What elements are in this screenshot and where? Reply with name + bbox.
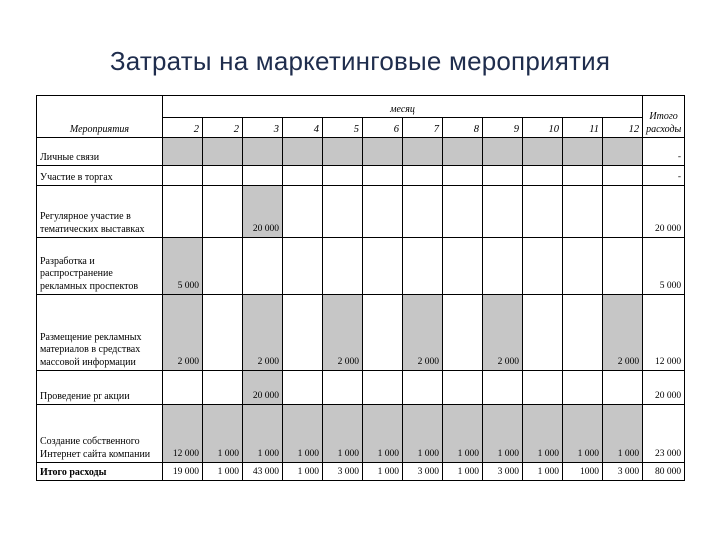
month-header: 6 bbox=[363, 118, 403, 138]
row-total: 5 000 bbox=[643, 238, 685, 295]
month-cell bbox=[283, 166, 323, 186]
month-cell bbox=[363, 295, 403, 371]
row-label: Разработка и распространение рекламных проспектов bbox=[37, 238, 163, 295]
month-cell bbox=[323, 238, 363, 295]
month-cell bbox=[603, 186, 643, 238]
row-label: Создание собственного Интернет сайта компании bbox=[37, 405, 163, 463]
month-cell: 5 000 bbox=[163, 238, 203, 295]
month-cell: 1 000 bbox=[443, 405, 483, 463]
month-cell bbox=[443, 238, 483, 295]
table-row bbox=[37, 371, 685, 405]
month-cell bbox=[443, 166, 483, 186]
month-cell bbox=[203, 295, 243, 371]
month-cell bbox=[243, 166, 283, 186]
column-header-month: месяц bbox=[163, 96, 643, 118]
month-cell: 1 000 bbox=[283, 405, 323, 463]
month-cell bbox=[203, 371, 243, 405]
month-cell: 2 000 bbox=[323, 295, 363, 371]
month-cell: 1 000 bbox=[403, 405, 443, 463]
month-cell bbox=[603, 166, 643, 186]
month-cell: 3 000 bbox=[483, 463, 523, 481]
month-cell bbox=[403, 238, 443, 295]
table-row bbox=[37, 166, 685, 186]
month-cell bbox=[203, 186, 243, 238]
month-cell bbox=[283, 138, 323, 166]
row-label: Итого расходы bbox=[37, 463, 163, 481]
month-cell: 1000 bbox=[563, 463, 603, 481]
month-cell: 1 000 bbox=[523, 463, 563, 481]
month-cell: 1 000 bbox=[203, 463, 243, 481]
month-header: 2 bbox=[163, 118, 203, 138]
month-cell: 1 000 bbox=[523, 405, 563, 463]
month-cell: 1 000 bbox=[323, 405, 363, 463]
month-header: 4 bbox=[283, 118, 323, 138]
month-cell bbox=[363, 371, 403, 405]
row-label: Личные связи bbox=[37, 138, 163, 166]
month-cell: 2 000 bbox=[603, 295, 643, 371]
column-header-activity: Мероприятия bbox=[37, 96, 163, 138]
month-cell: 1 000 bbox=[283, 463, 323, 481]
month-cell bbox=[403, 186, 443, 238]
month-cell: 2 000 bbox=[243, 295, 283, 371]
month-cell: 2 000 bbox=[163, 295, 203, 371]
month-cell: 43 000 bbox=[243, 463, 283, 481]
month-cell: 1 000 bbox=[363, 463, 403, 481]
month-cell bbox=[163, 371, 203, 405]
row-label: Регулярное участие в тематических выставках bbox=[37, 186, 163, 238]
month-cell bbox=[363, 138, 403, 166]
month-cell bbox=[563, 371, 603, 405]
row-total: 12 000 bbox=[643, 295, 685, 371]
month-cell bbox=[403, 371, 443, 405]
column-header-total: Итого расходы bbox=[643, 96, 685, 138]
month-cell bbox=[323, 166, 363, 186]
marketing-costs-table bbox=[36, 95, 685, 481]
month-cell bbox=[563, 166, 603, 186]
month-cell: 2 000 bbox=[403, 295, 443, 371]
month-cell: 3 000 bbox=[403, 463, 443, 481]
month-cell: 3 000 bbox=[603, 463, 643, 481]
row-total: 23 000 bbox=[643, 405, 685, 463]
month-cell bbox=[163, 166, 203, 186]
month-cell bbox=[163, 186, 203, 238]
month-cell bbox=[283, 186, 323, 238]
month-cell: 1 000 bbox=[243, 405, 283, 463]
month-cell bbox=[523, 295, 563, 371]
month-cell: 12 000 bbox=[163, 405, 203, 463]
month-cell bbox=[563, 186, 603, 238]
table-row bbox=[37, 238, 685, 295]
month-header: 5 bbox=[323, 118, 363, 138]
month-cell bbox=[403, 166, 443, 186]
month-cell bbox=[523, 186, 563, 238]
month-cell bbox=[203, 238, 243, 295]
month-cell: 1 000 bbox=[203, 405, 243, 463]
row-total: 20 000 bbox=[643, 371, 685, 405]
month-cell bbox=[283, 295, 323, 371]
table-row bbox=[37, 138, 685, 166]
month-header: 9 bbox=[483, 118, 523, 138]
month-cell bbox=[443, 295, 483, 371]
month-header: 10 bbox=[523, 118, 563, 138]
row-total: 20 000 bbox=[643, 186, 685, 238]
month-cell: 1 000 bbox=[363, 405, 403, 463]
row-total: 80 000 bbox=[643, 463, 685, 481]
month-cell bbox=[483, 186, 523, 238]
totals-row bbox=[37, 463, 685, 481]
header-row-top bbox=[37, 96, 685, 118]
month-header: 12 bbox=[603, 118, 643, 138]
row-total: - bbox=[643, 138, 685, 166]
month-cell bbox=[483, 371, 523, 405]
month-cell bbox=[603, 371, 643, 405]
month-cell bbox=[563, 295, 603, 371]
month-cell bbox=[483, 166, 523, 186]
table-row bbox=[37, 295, 685, 371]
row-label: Проведение pr акции bbox=[37, 371, 163, 405]
month-cell: 2 000 bbox=[483, 295, 523, 371]
month-cell bbox=[443, 186, 483, 238]
month-cell bbox=[203, 166, 243, 186]
month-cell: 1 000 bbox=[603, 405, 643, 463]
page-title: Затраты на маркетинговые мероприятия bbox=[109, 46, 611, 76]
month-cell: 20 000 bbox=[243, 186, 283, 238]
month-cell: 1 000 bbox=[483, 405, 523, 463]
month-cell bbox=[603, 238, 643, 295]
month-cell bbox=[323, 371, 363, 405]
month-cell bbox=[163, 138, 203, 166]
month-header: 3 bbox=[243, 118, 283, 138]
month-cell bbox=[443, 138, 483, 166]
month-cell bbox=[523, 371, 563, 405]
table-row bbox=[37, 405, 685, 463]
month-header: 8 bbox=[443, 118, 483, 138]
table-row bbox=[37, 186, 685, 238]
month-cell bbox=[243, 138, 283, 166]
month-cell bbox=[563, 238, 603, 295]
month-cell bbox=[283, 238, 323, 295]
month-cell bbox=[523, 238, 563, 295]
month-cell bbox=[563, 138, 603, 166]
month-cell bbox=[443, 371, 483, 405]
month-header: 11 bbox=[563, 118, 603, 138]
month-cell: 1 000 bbox=[563, 405, 603, 463]
month-cell: 19 000 bbox=[163, 463, 203, 481]
month-cell bbox=[283, 371, 323, 405]
month-cell bbox=[603, 138, 643, 166]
month-cell bbox=[323, 138, 363, 166]
row-label: Размещение рекламных материалов в средствах массовой информации bbox=[37, 295, 163, 371]
month-cell bbox=[403, 138, 443, 166]
month-cell bbox=[243, 238, 283, 295]
month-cell bbox=[523, 166, 563, 186]
month-cell bbox=[363, 238, 403, 295]
month-cell bbox=[523, 138, 563, 166]
month-header: 2 bbox=[203, 118, 243, 138]
month-header: 7 bbox=[403, 118, 443, 138]
month-cell: 3 000 bbox=[323, 463, 363, 481]
month-cell: 20 000 bbox=[243, 371, 283, 405]
row-total: - bbox=[643, 166, 685, 186]
month-cell bbox=[483, 138, 523, 166]
month-cell bbox=[363, 166, 403, 186]
month-cell bbox=[203, 138, 243, 166]
month-cell bbox=[483, 238, 523, 295]
month-cell bbox=[323, 186, 363, 238]
month-cell bbox=[363, 186, 403, 238]
row-label: Участие в торгах bbox=[37, 166, 163, 186]
month-cell: 1 000 bbox=[443, 463, 483, 481]
